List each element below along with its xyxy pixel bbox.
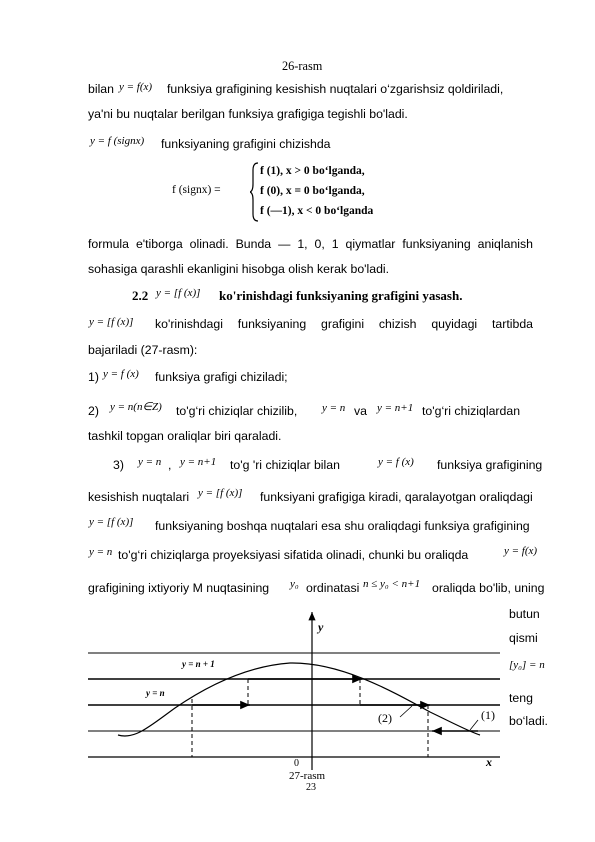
side-word-1: butun (509, 607, 540, 621)
p4-formula: y = [f (x)] (89, 316, 134, 328)
item2-text-2: va (354, 404, 367, 418)
item3-comma: , (168, 458, 172, 472)
formula-f-signx: y = f (signx) (90, 135, 145, 147)
item2-line2: tashkil topgan oraliqlar biri qaraladi. (88, 429, 282, 443)
item3-text-1: to'g 'ri chiziqlar bilan (230, 458, 340, 472)
p1-line1-prefix: bilan (88, 82, 114, 96)
axis-label-x: x (486, 755, 492, 769)
p2-text: funksiyaning grafigini chizishda (161, 137, 331, 151)
side-formula: [y₀] = n (509, 659, 545, 671)
item1-text: funksiya grafigi chiziladi; (155, 370, 288, 384)
piecewise-row-2: f (0), x = 0 bo‘lganda, (260, 185, 365, 197)
p3-line2: sohasiga qarashli ekanligini hisobga olish kerak bo'ladi. (88, 262, 390, 276)
item2-text-3: to'g‘ri chiziqlardan (422, 404, 521, 418)
item3-line4-text: to'g‘ri chiziqlarga proyeksiyasi sifatida olinadi, chunki bu oraliqda (118, 548, 469, 562)
item3-line3-formula: y = [f (x)] (89, 516, 134, 528)
item2-formula-2: y = n (322, 402, 346, 414)
item2-formula-1: y = n(n∈Z) (110, 401, 162, 413)
section-formula: y = [f (x)] (156, 287, 201, 299)
piecewise-row-1: f (1), x > 0 bo‘lganda, (260, 165, 365, 177)
pointer-1 (470, 720, 478, 730)
item3-line2-formula: y = [f (x)] (198, 487, 243, 499)
item3-line4-formula-2: y = f(x) (504, 545, 538, 557)
axis-label-y: y (318, 620, 324, 634)
item3-formula-2: y = n+1 (180, 456, 217, 468)
side-word-4: bo‘ladi. (509, 714, 548, 728)
item3-line5-prefix: grafigining ixtiyoriy M nuqtasining (88, 581, 270, 595)
figure-caption: 27-rasm (289, 770, 326, 782)
function-curve (118, 663, 480, 736)
item3-line2-prefix: kesishish nuqtalari (88, 490, 190, 504)
label-y-n: y = n (146, 688, 165, 698)
page-number: 23 (306, 782, 316, 793)
section-title: ko'rinishdagi funksiyaning grafigini yasash. (219, 288, 463, 303)
pointer-2 (400, 706, 412, 717)
p4-line1: ko'rinishdagi funksiyaning grafigini chizish quyidagi tartibda (155, 317, 533, 331)
p1-line1-text: funksiya grafigining kesishish nuqtalari o‘zgarishsiz qoldiriladi, (167, 82, 504, 96)
item3-line2-text: funksiyani grafigiga kiradi, qaralayotgan oraliqdagi (260, 490, 533, 504)
item3-line3-text: funksiyaning boshqa nuqtalari esa shu oraliqdagi funksiya grafigining (155, 519, 530, 533)
p3-line1: formula e'tiborga olinadi. Bunda — 1, 0, 1 qiymatlar funksiyaning aniqlanish (88, 237, 533, 251)
label-y-n-plus-1: y = n + 1 (182, 659, 215, 669)
item3-line4-formula: y = n (89, 546, 113, 558)
item3-text-2: funksiya grafigining (437, 458, 543, 472)
item3-line5-mid: ordinatasi (306, 581, 360, 595)
item3-line5-text: oraliqda bo'lib, uning (432, 581, 545, 595)
figure-caption-top: 26-rasm (282, 59, 323, 73)
piecewise-row-3: f (—1), x < 0 bo‘lganda (260, 205, 374, 217)
item3-line5-formula-y0: y₀ (290, 578, 299, 590)
section-number: 2.2 (132, 288, 149, 303)
item3-formula-1: y = n (138, 456, 162, 468)
p1-line2-text: ya'ni bu nuqtalar berilgan funksiya grafigiga tegishli bo'ladi. (88, 107, 408, 121)
formula-y-fx: y = f(x) (119, 81, 153, 93)
item3-line5-formula-range: n ≤ y₀ < n+1 (363, 578, 421, 590)
item1-formula: y = f (x) (103, 368, 139, 380)
item2-formula-3: y = n+1 (377, 402, 414, 414)
side-word-2: qismi (509, 631, 538, 645)
item3-number: 3) (113, 458, 124, 472)
piecewise-lhs: f (signx) = (172, 184, 221, 196)
item1-number: 1) (88, 370, 99, 384)
item2-number: 2) (88, 404, 99, 418)
p4-line2: bajariladi (27-rasm): (88, 343, 198, 357)
side-word-3: teng (509, 691, 533, 705)
origin-label: 0 (294, 758, 299, 769)
label-curve-1: (1) (481, 708, 495, 722)
label-curve-2: (2) (378, 711, 392, 725)
item2-text-1: to'g‘ri chiziqlar chizilib, (176, 404, 298, 418)
item3-formula-3: y = f (x) (378, 456, 414, 468)
